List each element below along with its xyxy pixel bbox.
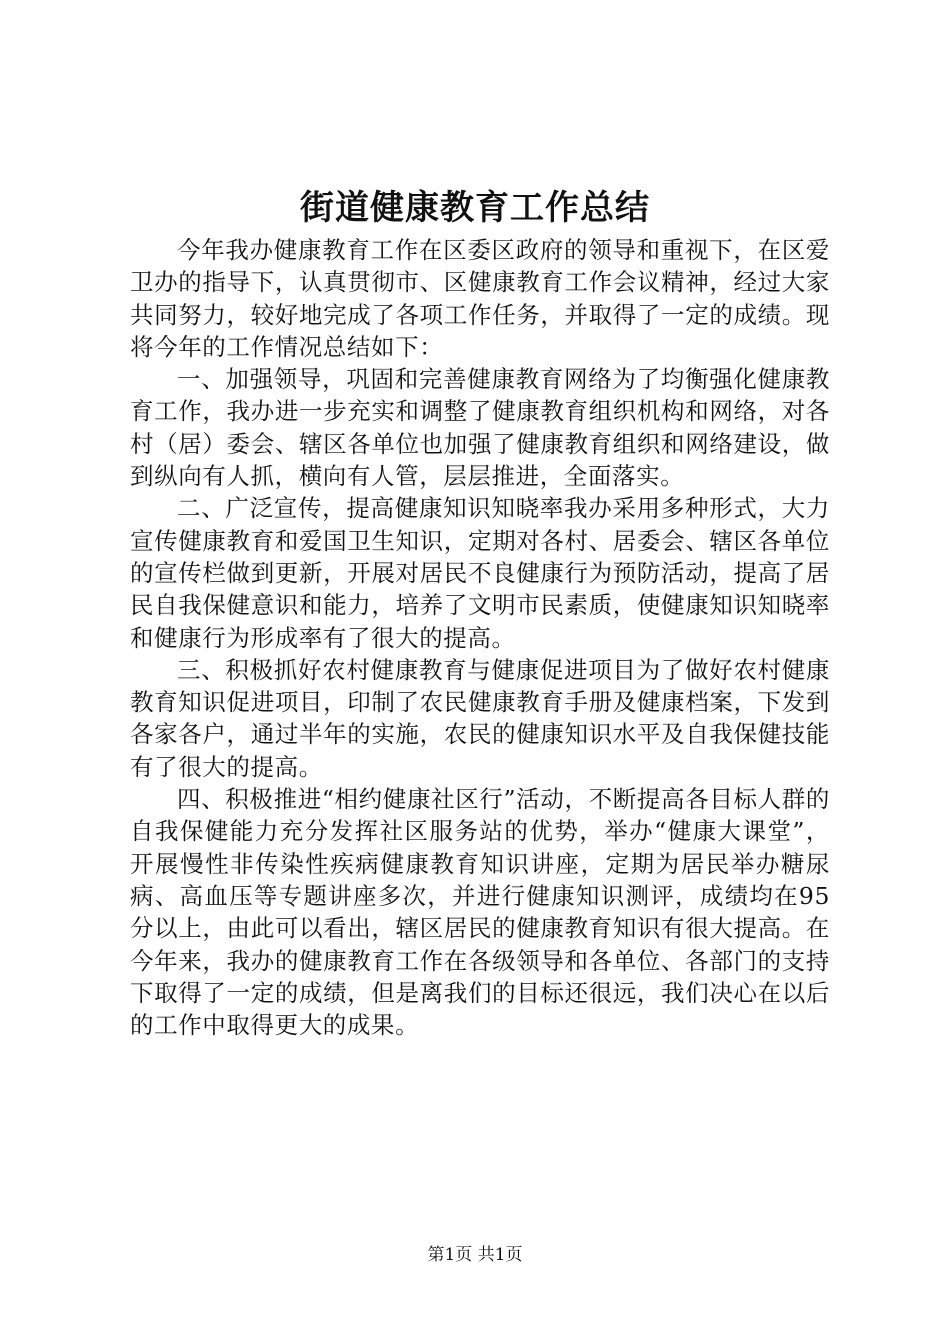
page-footer: 第1页 共1页 bbox=[427, 1245, 523, 1265]
document-title: 街道健康教育工作总结 bbox=[300, 188, 650, 228]
paragraph-section-3: 三、积极抓好农村健康教育与健康促进项目为了做好农村健康教育知识促进项目，印制了农民健康教育手册及健康档案，下发到各家各户，通过半年的实施，农民的健康知识水平及自我保健技能有了很大的提高。 bbox=[130, 655, 830, 781]
paragraph-section-4: 四、积极推进“相约健康社区行”活动，不断提高各目标人群的自我保健能力充分发挥社区服务站的优势，举办“健康大课堂”，开展慢性非传染性疾病健康教育知识讲座，定期为居民举办糖尿病、高血压等专题讲座多次，并进行健康知识测评，成绩均在95分以上，由此可以看出，辖区居民的健康教育知识有很大提高。在今年来，我办的健康教育工作在各级领导和各单位、各部门的支持下取得了一定的成绩，但是离我们的目标还很远，我们决心在以后的工作中取得更大的成果。 bbox=[130, 785, 830, 1040]
paragraph-intro: 今年我办健康教育工作在区委区政府的领导和重视下，在区爱卫办的指导下，认真贯彻市、区健康教育工作会议精神，经过大家共同努力，较好地完成了各项工作任务，并取得了一定的成绩。现将今年的工作情况总结如下： bbox=[130, 236, 830, 361]
paragraph-section-1: 一、加强领导，巩固和完善健康教育网络为了均衡强化健康教育工作，我办进一步充实和调整了健康教育组织机构和网络，对各村（居）委会、辖区各单位也加强了健康教育组织和网络建设，做到纵向有人抓，横向有人管，层层推进，全面落实。 bbox=[130, 365, 830, 491]
paragraph-section-2: 二、广泛宣传，提高健康知识知晓率我办采用多种形式，大力宣传健康教育和爱国卫生知识，定期对各村、居委会、辖区各单位的宣传栏做到更新，开展对居民不良健康行为预防活动，提高了居民自我保健意识和能力，培养了文明市民素质，使健康知识知晓率和健康行为形成率有了很大的提高。 bbox=[130, 494, 830, 652]
document-body bbox=[130, 234, 830, 1041]
